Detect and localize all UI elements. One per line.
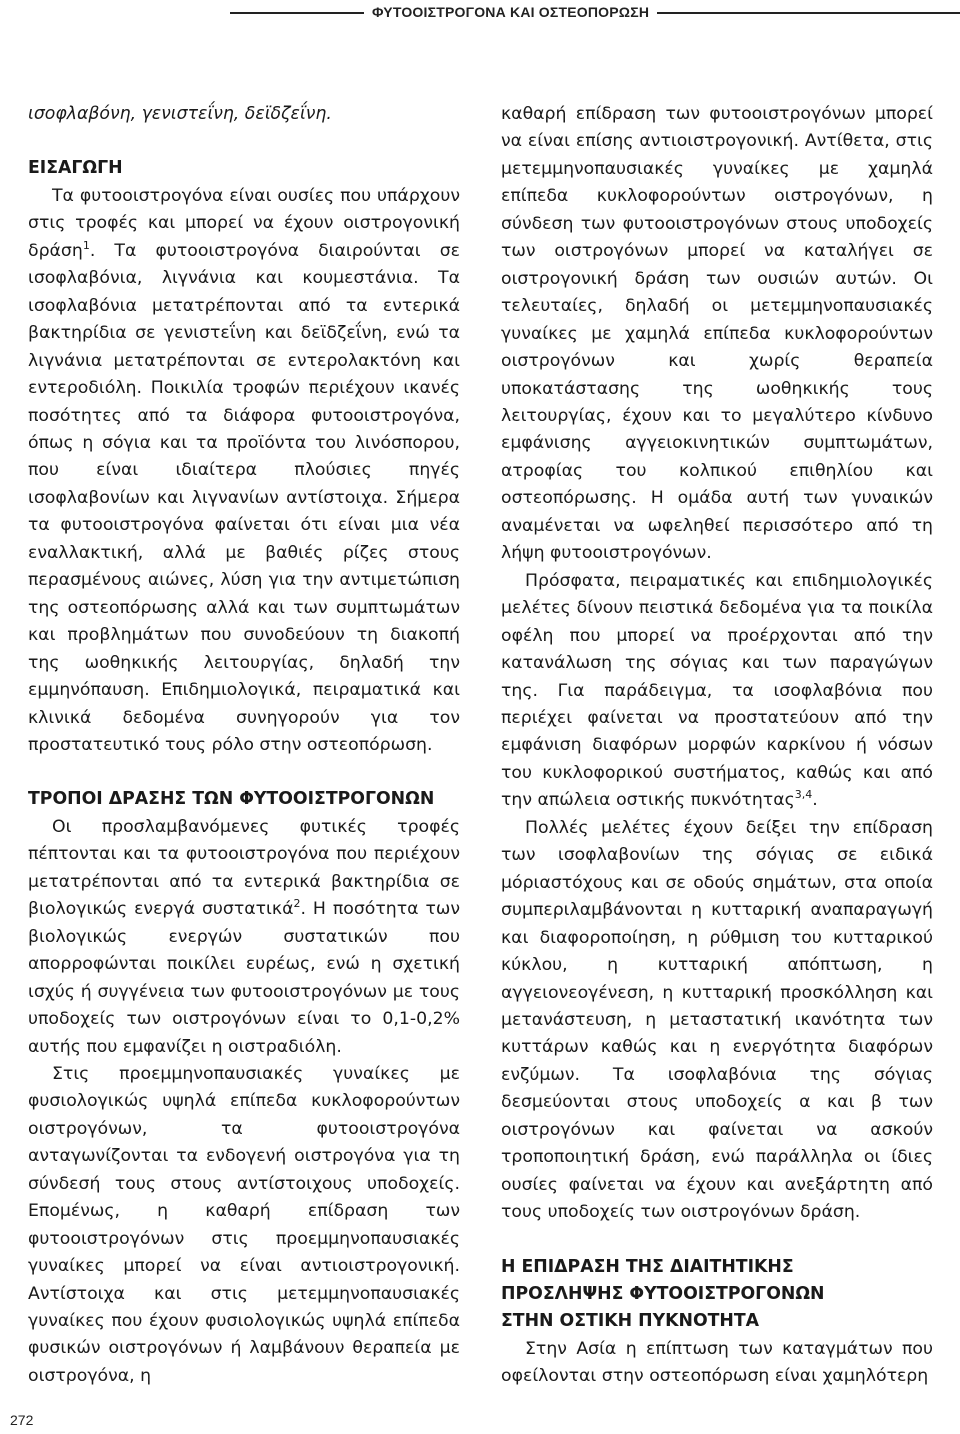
- intro-text-b: . Τα φυτοοιστρογόνα διαιρούνται σε ισοφλαβόνια, λιγνάνια και κουμεστάνια. Τα ισοφλαβόνια μετατρέπονται από τα εντερικά βακτηρίδια σε γενιστεΐνη και δεϊδζεΐνη, ενώ τα λιγνάνια μετατρέπονται σε εντερολακτόνη και εντεροδιόλη. Ποικιλία τροφών περιέχουν ικανές ποσότητες από τα διάφορα φυτοοιστρογόνα, όπως η σόγια και τα προϊόντα του λινόσπορου, που είναι ιδιαίτερα πλούσιες πηγές ισοφλαβονίων και λιγνανίων αντίστοιχα. Σήμερα τα φυτοοιστρογόνα φαίνεται ότι είναι μια νέα εναλλακτική, αλλά με βαθιές ρίζες στους περασμένους αιώνες, λύση για την αντιμετώπιση της οστεοπόρωσης αλλά και των συμπτωμάτων και προβλημάτων που συνοδεύουν τη διακοπή της ωοθηκικής λειτουργίας, δηλαδή την εμμηνόπαυση. Επιδημιολογικά, πειραματικά και κλινικά δεδομένα συνηγορούν για τον προστατευτικό τους ρόλο στην οστεοπόρωση.: [28, 240, 460, 755]
- diet-heading-line-3: ΣΤΗΝ ΟΣΤΙΚΗ ΠΥΚΝΟΤΗΤΑ: [501, 1311, 760, 1332]
- molecular-studies-paragraph: Πολλές μελέτες έχουν δείξει την επίδραση των ισοφλαβονίων της σόγιας σε ειδικά μόριαστόχους και σε οδούς σημάτων, στα οποία συμπεριλαμβάνονται η κυτταρική αναπαραγωγή και διαφοροποίηση, η ρύθμιση του κυτταρικού κύκλου, η κυτταρική απόπτωση, η αγγειονεογένεση, η κυτταρική προσκόλληση και μετανάστευση, η μεταστατική ικανότητα των κυττάρων καθώς και η ενεργότητα διαφόρων ενζύμων. Τα ισοφλαβόνια της σόγιας δεσμεύονται στους υποδοχείς α και β των οιστρογόνων και φαίνεται να ασκούν τροποποιητική δράση, ενώ παράλληλα οι ίδιες ουσίες φαίνεται να έχουν και ανεξάρτητη από τους υποδοχείς των οιστρογόνων δράση.: [501, 817, 933, 1223]
- intro-text-a: Τα φυτοοιστρογόνα είναι ουσίες που υπάρχουν στις τροφές και μπορεί να έχουν οιστρογονική δράση: [28, 185, 460, 261]
- mechanisms-paragraph-1: [28, 814, 460, 1061]
- running-header-title: ΦΥΤΟΟΙΣΤΡΟΓΟΝΑ ΚΑΙ ΟΣΤΕΟΠΟΡΩΣΗ: [364, 2, 657, 22]
- page-number: 272: [10, 1412, 34, 1428]
- reference-2: 2: [293, 897, 301, 911]
- reference-1: 1: [82, 239, 90, 253]
- intro-heading: ΕΙΣΑΓΩΓΗ: [28, 158, 123, 179]
- mech-text-a: Οι προσλαμβανόμενες φυτικές τροφές πέπτονται και τα φυτοοιστρογόνα που περιέχουν μετατρέπονται από τα εντερικά βακτηρίδια σε βιολογικώς ενεργά συστατικά: [28, 816, 460, 920]
- running-header: [0, 0, 960, 24]
- intro-paragraph: [28, 183, 460, 760]
- diet-heading-line-1: Η ΕΠΙΔΡΑΣΗ ΤΗΣ ΔΙΑΙΤΗΤΙΚΗΣ: [501, 1256, 794, 1277]
- mech-text-b: . Η ποσότητα των βιολογικώς ενεργών συστατικών που απορροφώνται ποικίλει ευρέως, ενώ η σχετική ισχύς ή συγγένεια των φυτοοιστρογόνων με τους υποδοχείς των οιστρογόνων είναι το 0,1-0,2% αυτής που εμφανίζει η οιστραδιόλη.: [28, 899, 461, 1057]
- mechanisms-paragraph-2: Στις προεμμηνοπαυσιακές γυναίκες με φυσιολογικώς υψηλά επίπεδα κυκλοφορούντων οιστρογόνων, τα φυτοοιστρογόνα ανταγωνίζονται τα ενδογενή οιστρογόνα για τη σύνδεσή τους στους αντίστοιχους υποδοχείς. Επομένως, η καθαρή επίδραση των φυτοοιστρογόνων στις προεμμηνοπαυσιακές γυναίκες μπορεί να είναι αντιοιστρογονική. Αντίστοιχα και στις μετεμμηνοπαυσιακές γυναίκες που έχουν φυσιολογικώς υψηλά επίπεδα φυσικών οιστρογόνων ή λαμβάνουν θεραπεία με οιστρογόνα, η: [28, 1063, 460, 1386]
- continuation-paragraph: καθαρή επίδραση των φυτοοιστρογόνων μπορεί να είναι επίσης αντιοιστρογονική. Αντίθετα, στις μετεμμηνοπαυσιακές γυναίκες με χαμηλά επίπεδα κυκλοφορούντων οιστρογόνων, η σύνδεση των φυτοοιστρογόνων στους υποδοχείς των οιστρογόνων μπορεί να καταλήγει σε οιστρογονική δράση των ουσιών αυτών. Οι τελευταίες, δηλαδή οι μετεμμηνοπαυσιακές γυναίκες με χαμηλά επίπεδα κυκλοφορούντων οιστρογόνων και χωρίς θεραπεία υποκατάστασης της ωοθηκικής τους λειτουργίας, έχουν και το μεγαλύτερο κίνδυνο εμφάνισης αγγειοκινητικών συμπτωμάτων, ατροφίας του κολπικού επιθηλίου και οστεοπόρωσης. Η ομάδα αυτή των γυναικών αναμένεται να ωφεληθεί περισσότερο από τη λήψη φυτοοιστρογόνων.: [501, 104, 933, 564]
- keywords-tail: ισοφλαβόνη, γενιστεΐνη, δεϊδζεΐνη.: [28, 104, 332, 124]
- mechanisms-heading: ΤΡΟΠΟΙ ΔΡΑΣΗΣ ΤΩΝ ΦΥΤΟΟΙΣΤΡΟΓΟΝΩΝ: [28, 789, 435, 810]
- diet-paragraph: Στην Ασία η επίπτωση των καταγμάτων που οφείλονται στην οστεοπόρωση είναι χαμηλότερη: [501, 1338, 933, 1387]
- diet-heading-line-2: ΠΡΟΣΛΗΨΗΣ ΦΥΤΟΟΙΣΤΡΟΓΟΝΩΝ: [501, 1284, 825, 1305]
- right-column: [501, 101, 933, 1391]
- diet-heading: [501, 1254, 933, 1336]
- reference-3-4: 3,4: [794, 788, 813, 802]
- recent-text-a: Πρόσφατα, πειραματικές και επιδημιολογικές μελέτες δίνουν πειστικά δεδομένα για τα ποικίλα οφέλη που μπορεί να προέρχονται από την κατανάλωση της σόγιας και των παραγώγων της. Για παράδειγμα, τα ισοφλαβόνια που περιέχει φαίνεται να προστατεύουν από την εμφάνιση διαφόρων μορφών καρκίνου ή νόσων του κυκλοφορικού συστήματος, καθώς και από την απώλεια οστικής πυκνότητας: [501, 570, 933, 811]
- left-column: [28, 101, 460, 1390]
- recent-studies-paragraph: [501, 568, 933, 815]
- recent-text-b: .: [812, 790, 818, 811]
